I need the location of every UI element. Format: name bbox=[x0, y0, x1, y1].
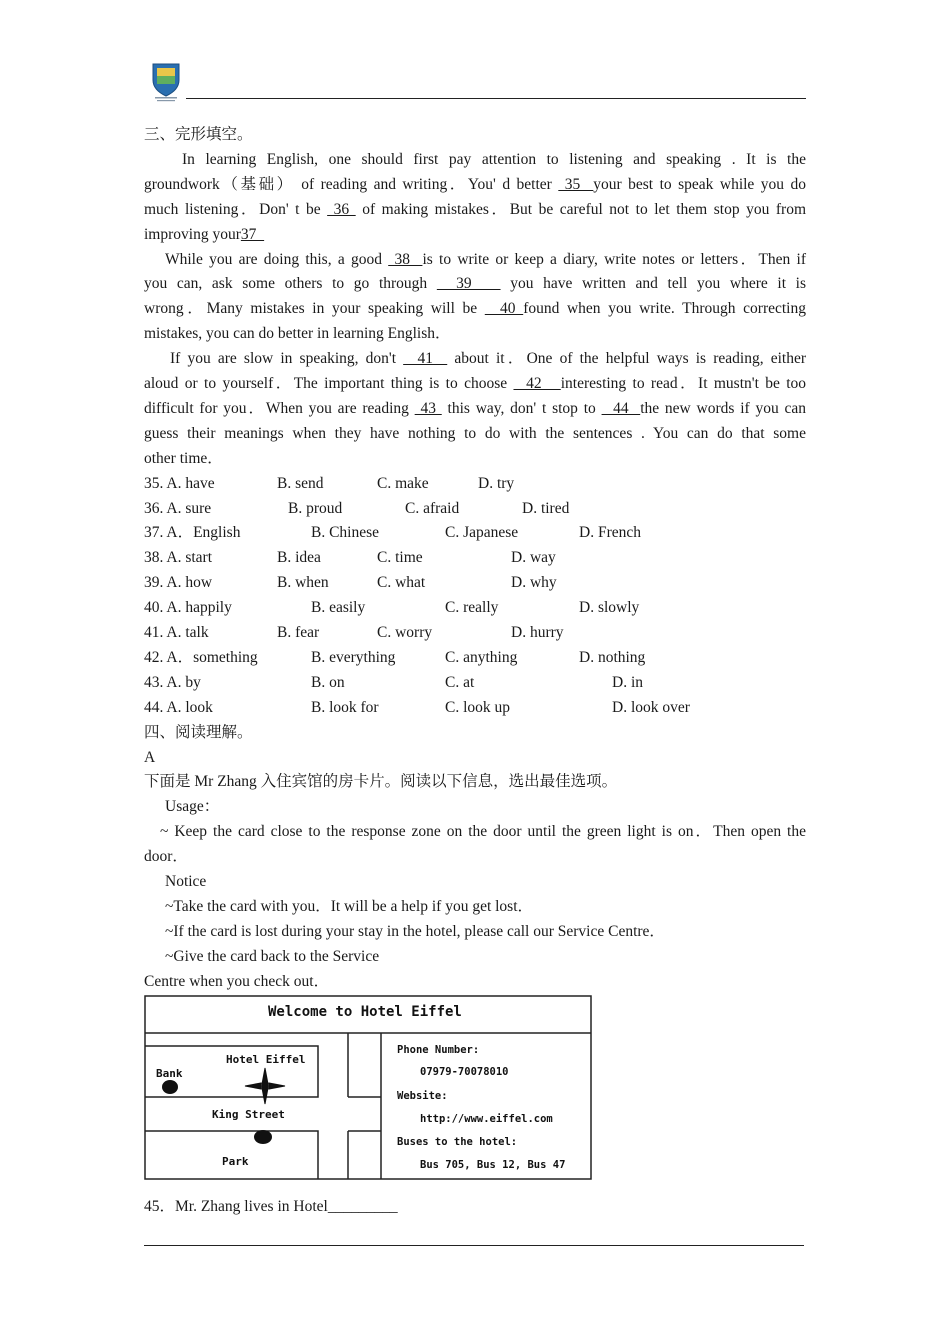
card-title: Welcome to Hotel Eiffel bbox=[268, 1004, 462, 1020]
cloze-p2-line1: While you are doing this, a good 38 is to write or keep a diary, write notes or letters．Then if bbox=[165, 250, 807, 268]
options-36: 36. A. sure B. proud C. afraid D. tired bbox=[144, 499, 570, 517]
notice-line-4: Centre when you check out． bbox=[144, 972, 330, 990]
website-value: http://www.eiffel.com bbox=[420, 1113, 553, 1125]
reading-section-label: A bbox=[144, 748, 156, 766]
cloze-p3-line2: aloud or to yourself．The important thing is to choose 42 interesting to read．It mustn't be too bbox=[144, 375, 807, 393]
reading-heading: 四、阅读理解。 bbox=[144, 723, 253, 741]
blank-37: 37 bbox=[240, 225, 265, 243]
blank-43: 43 bbox=[414, 399, 442, 417]
hotel-card-image bbox=[144, 995, 592, 1180]
usage-line-2: door． bbox=[144, 848, 188, 866]
cloze-p3-line4: guess their meanings when they have nothing to do with the sentences . You can do that some bbox=[144, 424, 806, 442]
blank-41: 41 bbox=[403, 350, 448, 368]
map-bank-label: Bank bbox=[156, 1067, 183, 1080]
question-45: 45．Mr. Zhang lives in Hotel_________ bbox=[144, 1198, 398, 1215]
options-37: 37. A．English B. Chinese C. Japanese D. French bbox=[144, 524, 641, 542]
map-park-label: Park bbox=[222, 1155, 249, 1168]
school-logo bbox=[147, 58, 185, 102]
park-marker-icon bbox=[254, 1130, 272, 1144]
options-44: 44. A. look B. look for C. look up D. look over bbox=[144, 698, 690, 716]
map-street-label: King Street bbox=[212, 1108, 285, 1121]
blank-40: 40 bbox=[484, 300, 524, 318]
card-border bbox=[145, 996, 591, 1179]
usage-title: Usage： bbox=[165, 798, 220, 816]
cloze-p3-line3: difficult for you．When you are reading 43 this way, don' t stop to 44 the new words if you can bbox=[144, 399, 806, 417]
document-body bbox=[144, 123, 806, 995]
cloze-p1-line3: much listening．Don' t be 36 of making mistakes．But be careful not to let them stop you from bbox=[144, 200, 807, 218]
blank-42: 42 bbox=[513, 375, 561, 393]
cloze-p1-line2: groundwork（基础） of reading and writing．You' d better 35 your best to speak while you do bbox=[144, 175, 807, 193]
phone-label: Phone Number: bbox=[397, 1044, 480, 1056]
usage-line-1: ~ Keep the card close to the response zone on the door until the green light is on．Then open the bbox=[160, 823, 806, 841]
cloze-p2-line3: wrong．Many mistakes in your speaking will be 40 found when you write. Through correcting bbox=[144, 300, 806, 318]
buses-value: Bus 705, Bus 12, Bus 47 bbox=[420, 1159, 566, 1171]
compass-icon bbox=[245, 1068, 285, 1104]
footer-rule bbox=[144, 1245, 804, 1246]
options-38: 38. A. start B. idea C. time D. way bbox=[144, 549, 556, 567]
options-39: 39. A. how B. when C. what D. why bbox=[144, 574, 557, 592]
website-label: Website: bbox=[397, 1090, 448, 1102]
cloze-p1-line1: In learning English, one should first pay attention to listening and speaking . It is the bbox=[182, 150, 806, 168]
notice-line-3: ~Give the card back to the Service bbox=[165, 947, 380, 965]
buses-label: Buses to the hotel: bbox=[397, 1136, 518, 1148]
blank-36: 36 bbox=[327, 200, 356, 218]
notice-line-1: ~Take the card with you．It will be a help if you get lost． bbox=[165, 897, 534, 915]
blank-44: 44 bbox=[601, 399, 641, 417]
options-42: 42. A．something B. everything C. anything D. nothing bbox=[144, 648, 646, 666]
reading-intro: 下面是 Mr Zhang 入住宾馆的房卡片。阅读以下信息，选出最佳选项。 bbox=[144, 773, 618, 791]
blank-35: 35 bbox=[558, 175, 594, 193]
options-40: 40. A. happily B. easily C. really D. slowly bbox=[144, 599, 640, 617]
cloze-p3-line5: other time． bbox=[144, 449, 223, 467]
blank-39: 39 bbox=[436, 275, 501, 293]
blank-38: 38 bbox=[388, 250, 423, 268]
map-hotel-label: Hotel Eiffel bbox=[226, 1053, 306, 1066]
options-41: 41. A. talk B. fear C. worry D. hurry bbox=[144, 624, 564, 642]
options-35: 35. A. have B. send C. make D. try bbox=[144, 474, 515, 492]
cloze-heading: 三、完形填空。 bbox=[144, 126, 253, 143]
cloze-p1-line4: improving your37 bbox=[144, 225, 265, 243]
cloze-p2-line4: mistakes, you can do better in learning English． bbox=[144, 325, 451, 343]
notice-title: Notice bbox=[165, 873, 207, 891]
bank-marker-icon bbox=[162, 1080, 178, 1094]
options-43: 43. A. by B. on C. at D. in bbox=[144, 673, 643, 691]
phone-value: 07979-70078010 bbox=[420, 1066, 509, 1078]
notice-line-2: ~If the card is lost during your stay in the hotel, please call our Service Centre． bbox=[165, 922, 665, 940]
cloze-p2-line2: you can, ask some others to go through 39 you have written and tell you where it is bbox=[144, 275, 806, 293]
header-rule bbox=[186, 98, 806, 99]
cloze-p3-line1: If you are slow in speaking, don't 41 about it．One of the helpful ways is reading, either bbox=[170, 350, 807, 368]
